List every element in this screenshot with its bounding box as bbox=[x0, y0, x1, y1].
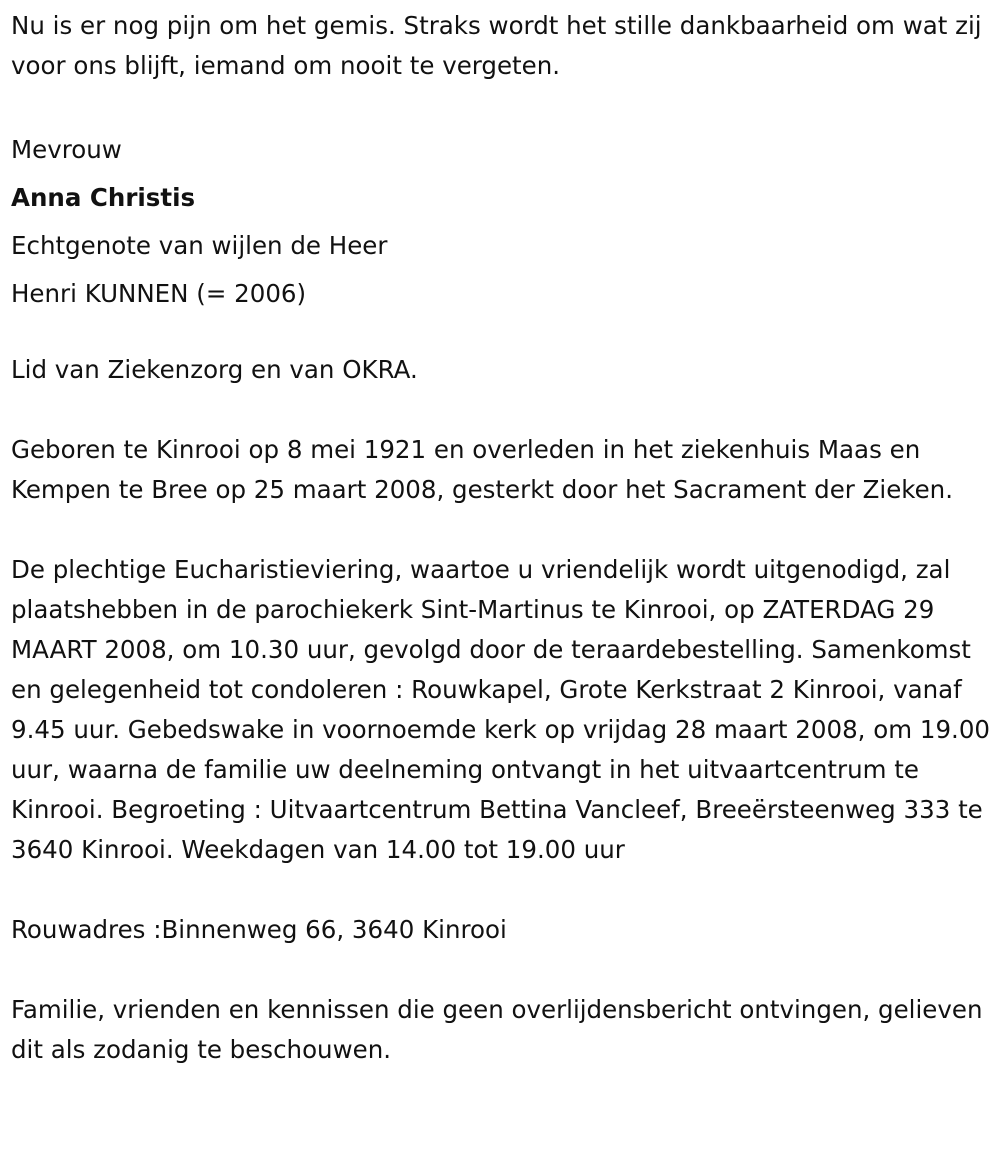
address-paragraph: Rouwadres :Binnenweg 66, 3640 Kinrooi bbox=[11, 915, 507, 944]
obituary-document bbox=[11, 6, 996, 1070]
closing-paragraph: Familie, vrienden en kennissen die geen overlijdensbericht ontvingen, gelieven dit als zodanig te beschouwen. bbox=[11, 995, 983, 1064]
intro-paragraph: Nu is er nog pijn om het gemis. Straks wordt het stille dankbaarheid om wat zij voor ons blijft, iemand om nooit te vergeten. bbox=[11, 11, 982, 80]
spacer bbox=[11, 318, 996, 350]
membership-paragraph: Lid van Ziekenzorg en van OKRA. bbox=[11, 355, 418, 384]
birth-death-paragraph: Geboren te Kinrooi op 8 mei 1921 en overleden in het ziekenhuis Maas en Kempen te Bree op 25 maart 2008, gesterkt door het Sacrament der Zieken. bbox=[11, 435, 953, 504]
spacer bbox=[11, 510, 996, 550]
deceased-name: Anna Christis bbox=[11, 183, 196, 212]
spacer bbox=[11, 390, 996, 430]
salutation: Mevrouw bbox=[11, 135, 122, 164]
spouse-line-2: Henri KUNNEN (= 2006) bbox=[11, 279, 307, 308]
spacer bbox=[11, 870, 996, 910]
spouse-line-1: Echtgenote van wijlen de Heer bbox=[11, 231, 388, 260]
spacer bbox=[11, 950, 996, 990]
ceremony-paragraph: De plechtige Eucharistieviering, waartoe u vriendelijk wordt uitgenodigd, zal plaatshebben in de parochiekerk Sint-Martinus te Kinrooi, op ZATERDAG 29 MAART 2008, om 10.30 uur, gevolgd door de teraardebestelling. Samenkomst en gelegenheid tot condoleren : Rouwkapel, Grote Kerkstraat 2 Kinrooi, vanaf 9.45 uur. Gebedswake in voornoemde kerk op vrijdag 28 maart 2008, om 19.00 uur, waarna de familie uw deelneming ontvangt in het uitvaartcentrum te Kinrooi. Begroeting : Uitvaartcentrum Bettina Vancleef, Breeërsteenweg 333 te 3640 Kinrooi. Weekdagen van 14.00 tot 19.00 uur bbox=[11, 555, 991, 864]
spacer bbox=[11, 86, 996, 126]
